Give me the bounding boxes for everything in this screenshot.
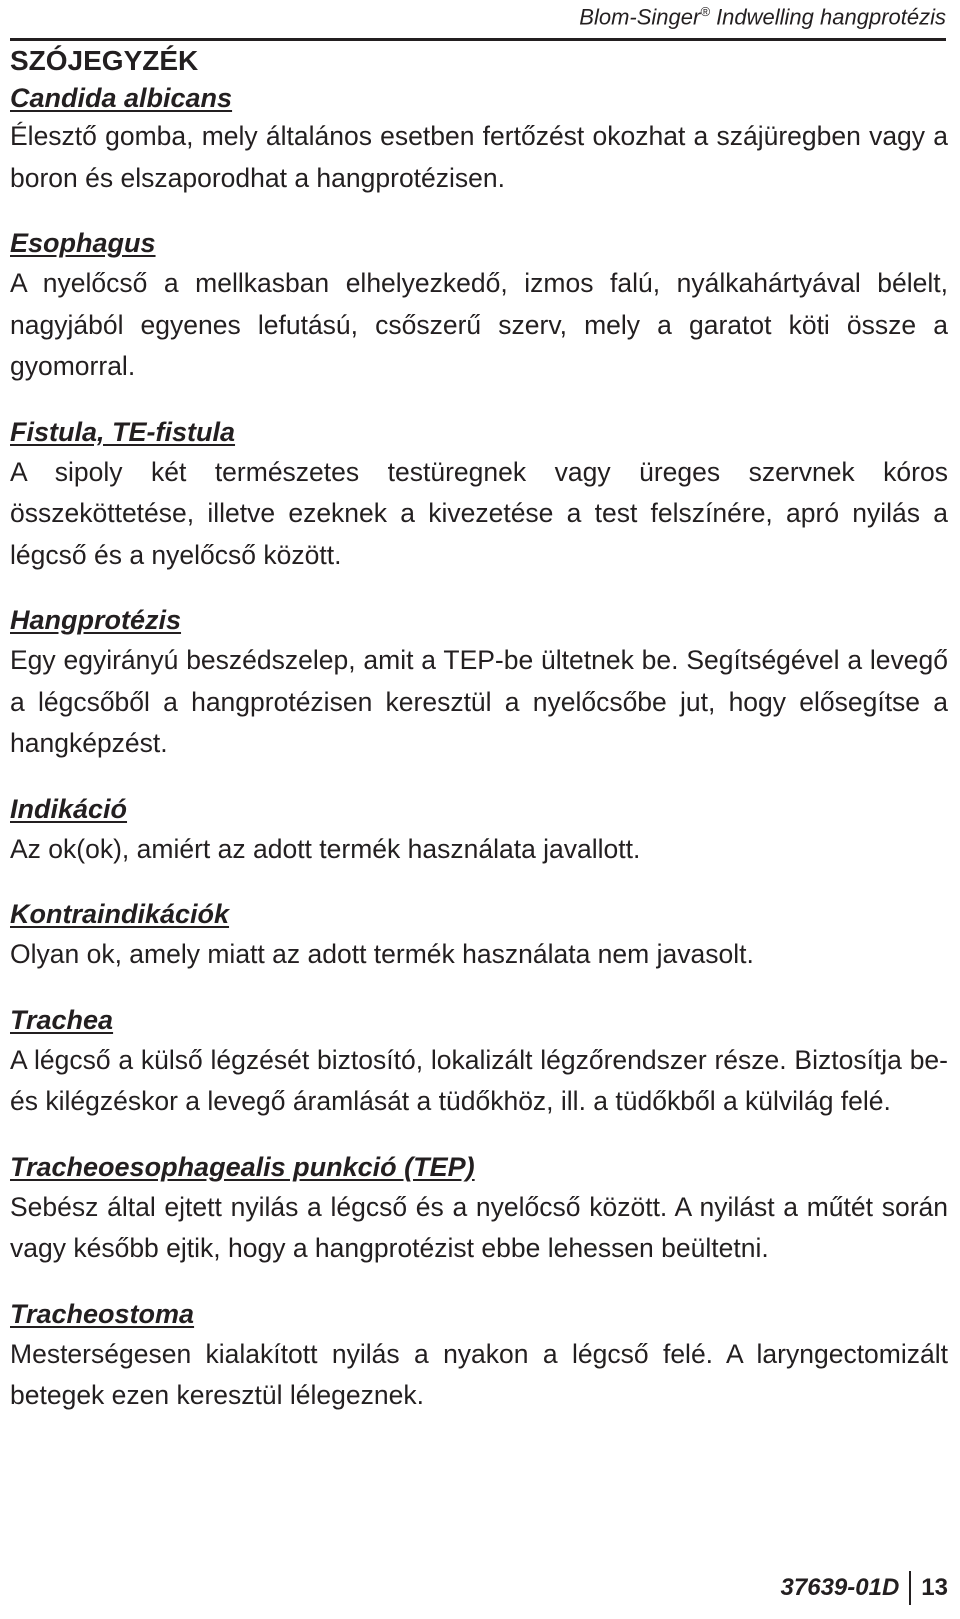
glossary-term: Trachea [10,1004,114,1035]
glossary-term: Candida albicans [10,83,233,113]
glossary-definition: A légcső a külső légzését biztosító, lokalizált légzőrendszer része. Biztosítja be- és kilégzéskor a levegő áramlását a tüdőkhöz, ill. a tüdőkből a külvilág felé. [10,1044,948,1116]
glossary-term: Tracheostoma [10,1298,195,1329]
glossary-entry-fistula [10,412,948,577]
glossary-term: Indikáció [10,793,128,824]
glossary-definition: Az ok(ok), amiért az adott termék használata javallott. [10,833,641,864]
registered-mark: ® [700,4,710,19]
glossary-entry-kontraindikaciok [10,894,948,976]
glossary-entry-indikacio [10,789,948,871]
glossary-definition: Egy egyirányú beszédszelep, amit a TEP-be ültetnek be. Segítségével a levegő a légcsőből a hangprotézisen keresztül a nyelőcsőbe jut, hogy elősegítse a hangképzést. [10,645,948,758]
header-brand: Blom-Singer [579,4,701,30]
glossary-definition: Élesztő gomba, mely általános esetben fertőzést okozhat a szájüregben vagy a boron és elszaporodhat a hangprotézisen. [10,121,948,193]
glossary-entry-tep [10,1147,948,1270]
page-number: 13 [921,1574,948,1601]
glossary-entry-candida-albicans [10,80,948,199]
glossary-definition: Sebész által ejtett nyilás a légcső és a nyelőcső között. A nyilást a műtét során vagy később ejtik, hogy a hangprotézist ebbe lehessen beültetni. [10,1191,948,1263]
glossary-term: Fistula, TE-fistula [10,416,236,447]
glossary-term: Tracheoesophagealis punkció (TEP) [10,1151,475,1182]
glossary-entry-hangprotezis [10,600,948,765]
glossary-definition: Mesterségesen kialakított nyilás a nyakon a légcső felé. A laryngectomizált betegek ezen keresztül lélegeznek. [10,1338,948,1410]
glossary-entry-tracheostoma [10,1294,948,1417]
glossary-term: Hangprotézis [10,605,182,635]
glossary-term: Esophagus [10,228,156,258]
page-header [10,0,946,41]
page-title: SZÓJEGYZÉK [10,45,199,76]
header-subtitle: Indwelling hangprotézis [716,4,946,30]
glossary-entry-trachea [10,1000,948,1123]
glossary [10,42,948,1417]
header-product-name [579,4,946,30]
document-code: 37639-01D [780,1574,900,1601]
glossary-definition: A sipoly két természetes testüregnek vagy üreges szervnek kóros összeköttetése, illetve ezeknek a kivezetése a test felszínére, apró nyilás a légcső és a nyelőcső között. [10,456,948,570]
glossary-definition: A nyelőcső a mellkasban elhelyezkedő, izmos falú, nyálkahártyával bélelt, nagyjából egyenes lefutású, csőszerű szerv, mely a garatot köti össze a gyomorral. [10,268,948,381]
glossary-definition: Olyan ok, amely miatt az adott termék használata nem javasolt. [10,939,754,969]
glossary-term: Kontraindikációk [10,899,230,929]
page-footer [781,1571,948,1605]
glossary-entry-esophagus [10,223,948,388]
